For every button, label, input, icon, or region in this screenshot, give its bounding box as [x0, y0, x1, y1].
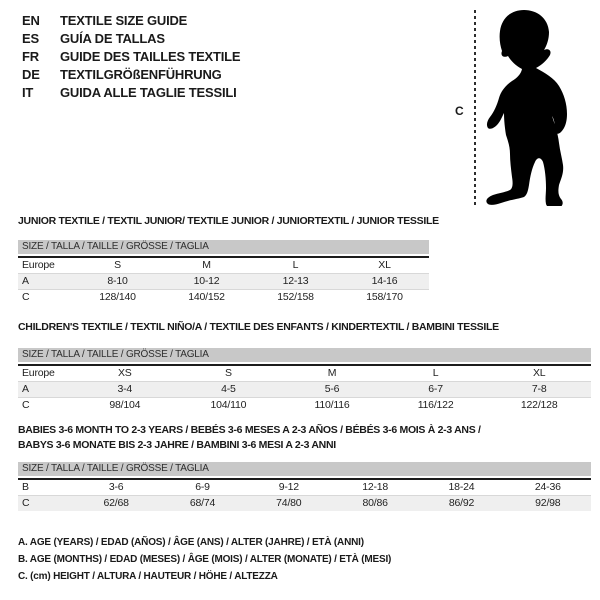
row-label: C [22, 497, 30, 510]
footnote-a: A. AGE (YEARS) / EDAD (AÑOS) / ÂGE (ANS) / ALTER (JAHRE) / ETÀ (ANNI) [18, 537, 364, 548]
cell: 7-8 [487, 381, 591, 397]
cell: 3-6 [73, 479, 159, 495]
row-label: B [18, 479, 73, 495]
cell: 6-7 [384, 381, 488, 397]
row-label: A [18, 273, 73, 289]
table-title: BABIES 3-6 MONTH TO 2-3 YEARS / BEBÉS 3-6 MESES A 2-3 AÑOS / BÉBÉS 3-6 MOIS À 2-3 ANS / [18, 424, 481, 436]
language-title: TEXTILGRÖßENFÜHRUNG [60, 67, 222, 82]
cell: XL [340, 257, 429, 273]
childrens-size-table [18, 364, 591, 413]
language-title: GUIDE DES TAILLES TEXTILE [60, 49, 241, 64]
row-label: C [22, 291, 30, 304]
cell: 158/170 [366, 291, 403, 304]
table-title: CHILDREN'S TEXTILE / TEXTIL NIÑO/A / TEXTILE DES ENFANTS / KINDERTEXTIL / BAMBINI TESSILE [18, 321, 499, 333]
table-row-age [18, 381, 591, 397]
cell: 14-16 [340, 273, 429, 289]
cell: M [280, 365, 384, 381]
language-code: IT [22, 85, 34, 100]
cell: M [162, 257, 251, 273]
table-row-age [18, 273, 429, 289]
language-row [22, 84, 240, 102]
babies-size-table [18, 478, 591, 511]
height-measure-label: C [455, 104, 464, 118]
cell: 9-12 [246, 479, 332, 495]
row-label: C [22, 399, 30, 412]
language-code: ES [22, 31, 39, 46]
footnote-b: B. AGE (MONTHS) / EDAD (MESES) / ÂGE (MOIS) / ALTER (MONATE) / ETÀ (MESI) [18, 554, 392, 565]
cell: 74/80 [276, 497, 302, 510]
footnote-c: C. (cm) HEIGHT / ALTURA / HAUTEUR / HÖHE / ALTEZZA [18, 571, 278, 582]
language-title: GUIDA ALLE TAGLIE TESSILI [60, 85, 237, 100]
cell: 62/68 [103, 497, 129, 510]
cell: 12-13 [251, 273, 340, 289]
cell: 110/116 [314, 399, 350, 412]
table-row-height [18, 397, 591, 413]
cell: 24-36 [505, 479, 591, 495]
cell: 4-5 [177, 381, 281, 397]
cell: 92/98 [535, 497, 561, 510]
row-label: A [18, 381, 73, 397]
language-title: TEXTILE SIZE GUIDE [60, 13, 188, 28]
cell: 122/128 [520, 399, 558, 412]
cell: 104/110 [210, 399, 247, 412]
cell: S [73, 257, 162, 273]
cell: 10-12 [162, 273, 251, 289]
language-code: DE [22, 67, 40, 82]
cell: 152/158 [277, 291, 314, 304]
cell: 12-18 [332, 479, 418, 495]
cell: 3-4 [73, 381, 177, 397]
junior-size-table [18, 256, 429, 305]
cell: 5-6 [280, 381, 384, 397]
table-row-height [18, 289, 429, 305]
table-row-height [18, 495, 591, 511]
table-row-europe [18, 257, 429, 273]
cell: S [177, 365, 281, 381]
cell: 80/86 [362, 497, 388, 510]
childrens-textile-section [18, 321, 591, 413]
cell: 18-24 [418, 479, 504, 495]
babies-textile-section [18, 423, 591, 511]
language-row [22, 12, 240, 30]
table-title: JUNIOR TEXTILE / TEXTIL JUNIOR/ TEXTILE JUNIOR / JUNIORTEXTIL / JUNIOR TESSILE [18, 215, 439, 227]
language-code: FR [22, 49, 39, 64]
table-row-europe [18, 365, 591, 381]
cell: XS [73, 365, 177, 381]
language-title: GUÍA DE TALLAS [60, 31, 165, 46]
row-label: Europe [18, 365, 73, 381]
size-header-bar: SIZE / TALLA / TAILLE / GRÖSSE / TAGLIA [18, 462, 591, 476]
junior-textile-section [18, 215, 439, 305]
language-row [22, 66, 240, 84]
cell: 6-9 [159, 479, 245, 495]
cell: 86/92 [448, 497, 475, 510]
cell: 98/104 [109, 399, 141, 412]
size-header-bar: SIZE / TALLA / TAILLE / GRÖSSE / TAGLIA [18, 240, 429, 254]
cell: 116/122 [417, 399, 454, 412]
language-row [22, 30, 240, 48]
height-measure-dashed-line [474, 10, 476, 207]
language-code: EN [22, 13, 40, 28]
footnotes-block [18, 534, 391, 585]
cell: 8-10 [73, 273, 162, 289]
baby-silhouette-icon [485, 9, 569, 206]
language-row [22, 48, 240, 66]
cell: 128/140 [99, 291, 136, 304]
language-title-block [22, 12, 240, 102]
size-header-bar: SIZE / TALLA / TAILLE / GRÖSSE / TAGLIA [18, 348, 591, 362]
table-row-age-months [18, 479, 591, 495]
cell: L [384, 365, 488, 381]
cell: 68/74 [189, 497, 216, 510]
cell: L [251, 257, 340, 273]
cell: XL [487, 365, 591, 381]
table-title-line2: BABYS 3-6 MONATE BIS 2-3 JAHRE / BAMBINI 3-6 MESI A 2-3 ANNI [18, 439, 336, 451]
row-label: Europe [18, 257, 73, 273]
cell: 140/152 [188, 291, 225, 304]
